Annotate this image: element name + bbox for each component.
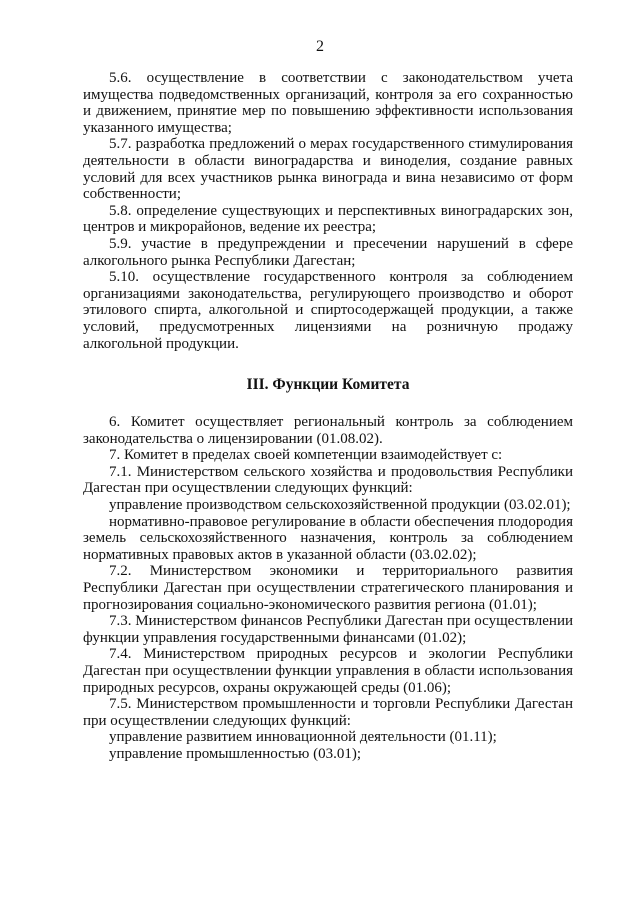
- paragraph-7-5-b: управление промышленностью (03.01);: [109, 745, 362, 762]
- paragraph-5-6: 5.6. осуществление в соответствии с законодательством учета имущества подведомственных организаций, контроля за его сохранностью и движением, принятие мер по повышению эффективности использования указанного имущества;: [83, 70, 573, 136]
- paragraph-5-7: 5.7. разработка предложений о мерах государственного стимулирования деятельности в области виноградарства и виноделия, создание равных условий для всех участников рынка винограда и вина независимо от форм собственности;: [83, 136, 573, 203]
- section-heading: III. Функции Комитета: [246, 376, 410, 394]
- paragraph-5-8: 5.8. определение существующих и перспективных виноградарских зон, центров и микрорайонов, ведение их реестра;: [83, 202, 573, 236]
- paragraph-7: 7. Комитет в пределах своей компетенции взаимодействует с:: [109, 447, 503, 464]
- paragraph-7-1-a: управление производством сельскохозяйственной продукции (03.02.01);: [109, 497, 571, 514]
- paragraph-7-1: 7.1. Министерством сельского хозяйства и продовольствия Республики Дагестан при осуществлении следующих функций:: [83, 463, 573, 497]
- paragraph-7-4: 7.4. Министерством природных ресурсов и экологии Республики Дагестан при осуществлении функции управления в области использования природных ресурсов, охраны окружающей среды (01.06);: [83, 646, 573, 696]
- paragraph-7-1-b: нормативно-правовое регулирование в области обеспечения плодородия земель сельскохозяйственного назначения, контроль за соблюдением нормативных правовых актов в указанной области (03.02.02);: [83, 513, 573, 563]
- paragraph-7-2: 7.2. Министерством экономики и территориального развития Республики Дагестан при осуществлении стратегического планирования и прогнозирования социально-экономического развития региона (01.01);: [83, 563, 573, 613]
- page-number: 2: [316, 38, 324, 55]
- paragraph-7-3: 7.3. Министерством финансов Республики Дагестан при осуществлении функции управления государственными финансами (01.02);: [83, 613, 573, 646]
- paragraph-6: 6. Комитет осуществляет региональный контроль за соблюдением законодательства о лицензировании (01.08.02).: [83, 414, 573, 447]
- paragraph-5-10: 5.10. осуществление государственного контроля за соблюдением организациями законодательства, регулирующего производство и оборот этилового спирта, алкогольной и спиртосодержащей продукции, а также условий, предусмотренных лицензиями на розничную продажу алкогольной продукции.: [83, 269, 573, 352]
- paragraph-7-5-a: управление развитием инновационной деятельности (01.11);: [109, 729, 497, 746]
- paragraph-7-5: 7.5. Министерством промышленности и торговли Республики Дагестан при осуществлении следующих функций:: [83, 696, 573, 729]
- paragraph-5-9: 5.9. участие в предупреждении и пресечении нарушений в сфере алкогольного рынка Республики Дагестан;: [83, 235, 573, 269]
- document-body: [83, 70, 573, 763]
